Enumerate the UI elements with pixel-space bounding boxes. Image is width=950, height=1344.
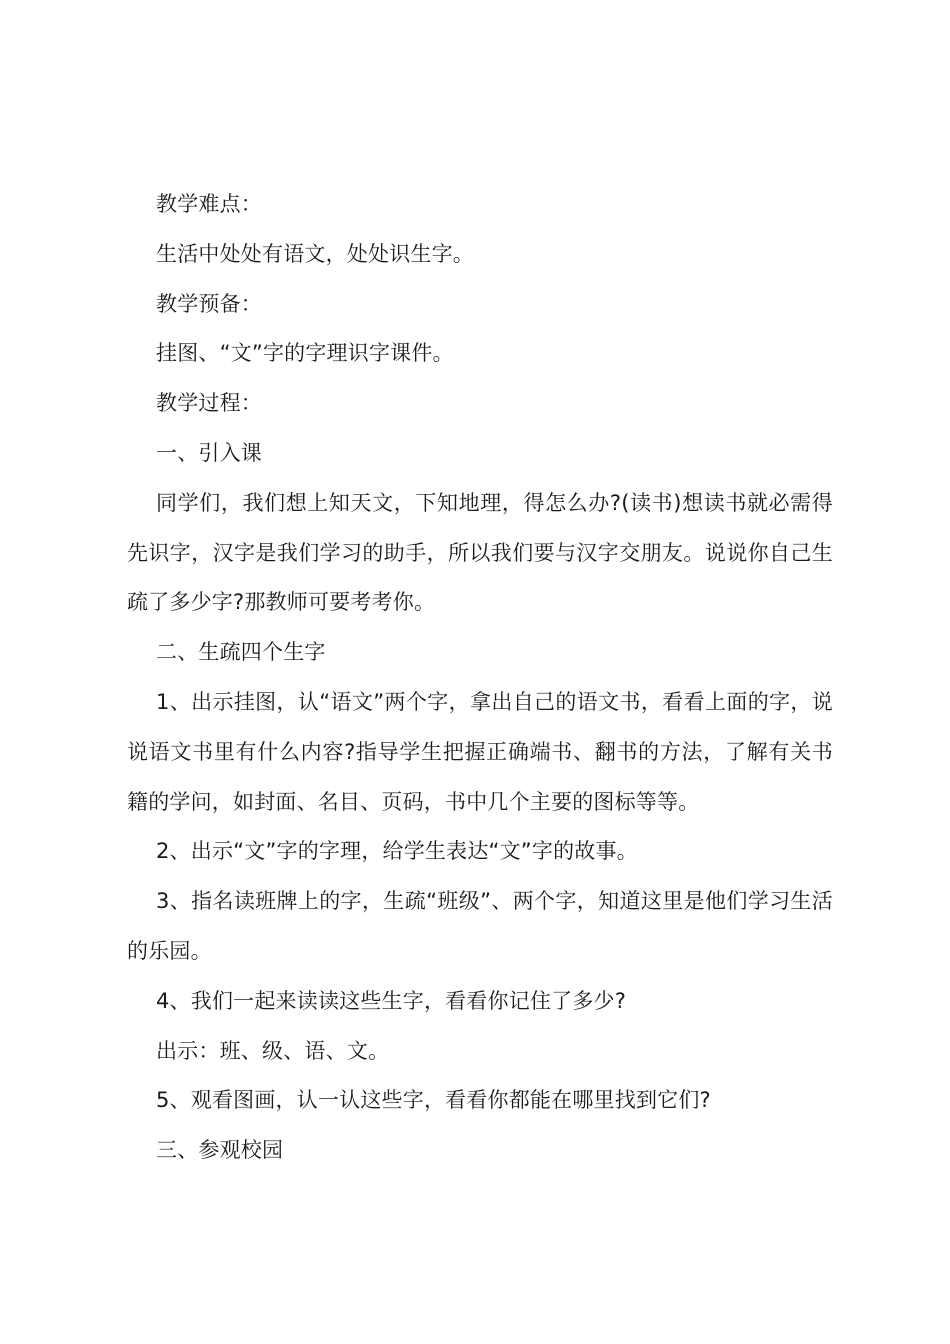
document-body [127,180,833,1176]
paragraph-preparation-text: 挂图、“文”字的字理识字课件。 [156,341,454,366]
paragraph-show-characters: 出示：班、级、语、文。 [156,1038,390,1063]
heading-teaching-preparation: 教学预备： [156,291,262,316]
paragraph-difficulty-text: 生活中处处有语文，处处识生字。 [156,241,474,266]
list-item-1: 1、出示挂图，认“语文”两个字，拿出自己的语文书，看看上面的字，说说语文书里有什么内容?指导学生把握正确端书、翻书的方法，了解有关书籍的学问，如封面、名目、页码，书中几个主要的图标等等。 [127,689,833,814]
list-item-5: 5、观看图画，认一认这些字，看看你都能在哪里找到它们? [156,1088,711,1113]
list-item-3: 3、指名读班牌上的字，生疏“班级”、两个字，知道这里是他们学习生活的乐园。 [127,889,833,963]
list-item-2: 2、出示“文”字的字理，给学生表达“文”字的故事。 [156,839,638,864]
heading-teaching-difficulty: 教学难点： [156,192,262,216]
heading-teaching-process: 教学过程： [156,391,262,416]
paragraph-introduction: 同学们，我们想上知天文，下知地理，得怎么办?(读书)想读书就必需得先识字，汉字是我们学习的助手，所以我们要与汉字交朋友。说说你自己生疏了多少字?那教师可要考考你。 [127,490,833,615]
section-heading-1: 一、引入课 [156,440,262,465]
list-item-4: 4、我们一起来读读这些生字，看看你记住了多少? [156,988,627,1013]
section-heading-2: 二、生疏四个生字 [156,640,326,665]
section-heading-3: 三、参观校园 [156,1138,284,1163]
